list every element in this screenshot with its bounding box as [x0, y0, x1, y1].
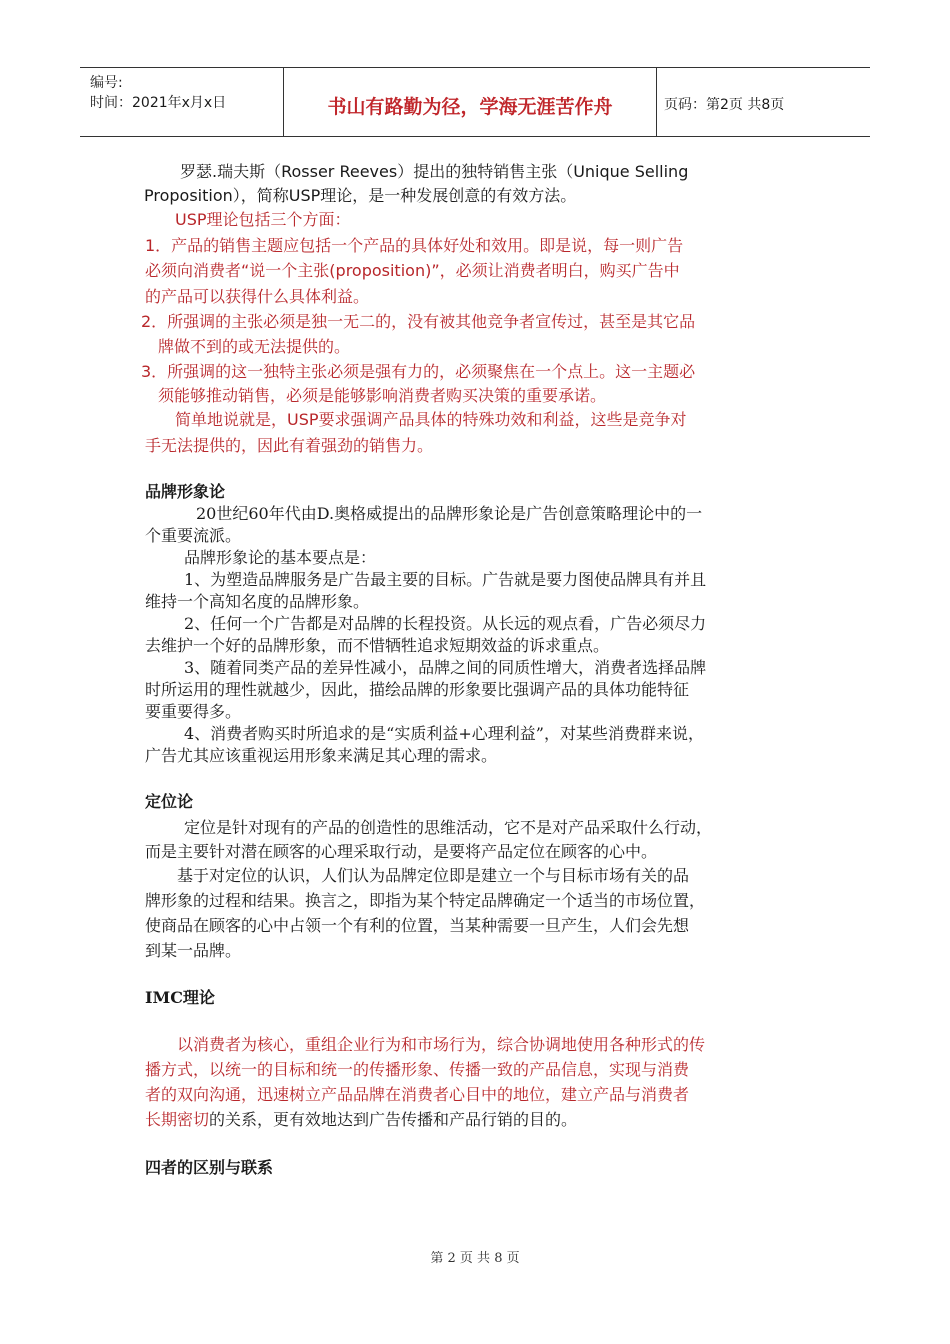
positioning-line-6: 到某一品牌。 [145, 941, 242, 960]
page-footer: 第 2 页 共 8 页 [430, 1251, 520, 1266]
imc-line-1: 以消费者为核心，重组企业行为和市场行为，综合协调地使用各种形式的传 [177, 1035, 706, 1054]
usp-point-3-line-2: 须能够推动销售，必须是能够影响消费者购买决策的重要承诺。 [158, 386, 607, 405]
positioning-heading: 定位论 [145, 792, 194, 811]
usp-point-2-line-2: 牌做不到的或无法提供的。 [158, 337, 351, 356]
page-header [80, 67, 870, 137]
positioning-line-1: 定位是针对现有的产品的创造性的思维活动，它不是对产品采取什么行动， [184, 818, 713, 837]
usp-line-2: Proposition），简称USP理论，是一种发展创意的有效方法。 [144, 186, 577, 205]
header-motto-cell [283, 68, 657, 136]
document-time-label: 时间：2021年x月x日 [90, 95, 227, 111]
positioning-line-3: 基于对定位的认识，人们认为品牌定位即是建立一个与目标市场有关的品 [177, 866, 690, 885]
brand-line-6: 2、任何一个广告都是对品牌的长程投资。从长远的观点看，广告必须尽力 [184, 614, 707, 633]
usp-point-1-line-3: 的产品可以获得什么具体利益。 [145, 287, 370, 306]
header-motto: 书山有路勤为径，学海无涯苦作舟 [327, 96, 613, 118]
brand-heading: 品牌形象论 [145, 482, 226, 501]
brand-line-5: 维持一个高知名度的品牌形象。 [145, 592, 370, 611]
imc-line-4 [145, 1109, 577, 1131]
imc-line-4-red-part: 长期密切 [145, 1110, 210, 1129]
brand-line-11: 4、消费者购买时所追求的是“实质利益+心理利益”，对某些消费群来说， [184, 724, 704, 743]
usp-point-2-line-1: 2．所强调的主张必须是独一无二的，没有被其他竞争者宣传过，甚至是其它品 [141, 312, 696, 331]
positioning-line-2: 而是主要针对潜在顾客的心理采取行动，是要将产品定位在顾客的心中。 [145, 842, 658, 861]
imc-line-3: 者的双向沟通，迅速树立产品品牌在消费者心目中的地位，建立产品与消费者 [145, 1085, 690, 1104]
header-page-info: 页码：第2页 共8页 [664, 97, 785, 113]
brand-line-1: 20世纪60年代由D.奥格威提出的品牌形象论是广告创意策略理论中的一 [196, 504, 703, 523]
compare-heading: 四者的区别与联系 [145, 1158, 274, 1177]
usp-point-1-line-2: 必须向消费者“说一个主张(proposition)”，必须让消费者明白，购买广告中 [145, 261, 680, 280]
imc-heading: IMC理论 [145, 988, 215, 1007]
brand-line-8: 3、随着同类产品的差异性减小，品牌之间的同质性增大，消费者选择品牌 [184, 658, 707, 677]
brand-line-12: 广告尤其应该重视运用形象来满足其心理的需求。 [145, 746, 498, 765]
brand-line-2: 个重要流派。 [145, 526, 242, 545]
usp-summary-line-1: 简单地说就是，USP要求强调产品具体的特殊功效和利益，这些是竞争对 [175, 410, 687, 429]
header-meta-cell [80, 68, 283, 136]
brand-line-9: 时所运用的理性就越少，因此，描绘品牌的形象要比强调产品的具体功能特征 [145, 680, 690, 699]
usp-line-1: 罗瑟.瑞夫斯（Rosser Reeves）提出的独特销售主张（Unique Selling [180, 162, 689, 181]
imc-line-2: 播方式，以统一的目标和统一的传播形象、传播一致的产品信息，实现与消费 [145, 1060, 690, 1079]
positioning-line-4: 牌形象的过程和结果。换言之，即指为某个特定品牌确定一个适当的市场位置， [145, 891, 706, 910]
header-page-cell [656, 68, 870, 136]
brand-line-7: 去维护一个好的品牌形象，而不惜牺牲追求短期效益的诉求重点。 [145, 636, 610, 655]
brand-line-3: 品牌形象论的基本要点是： [184, 548, 377, 567]
usp-point-3-line-1: 3．所强调的这一独特主张必须是强有力的，必须聚焦在一个点上。这一主题必 [141, 362, 696, 381]
brand-line-4: 1、为塑造品牌服务是广告最主要的目标。广告就是要力图使品牌具有并且 [184, 570, 707, 589]
usp-point-1-line-1: 1．产品的销售主题应包括一个产品的具体好处和效用。即是说，每一则广告 [145, 236, 684, 255]
usp-line-3: USP理论包括三个方面： [175, 210, 351, 229]
brand-line-10: 要重要得多。 [145, 702, 242, 721]
imc-line-4-black-part: 的关系，更有效地达到广告传播和产品行销的目的。 [209, 1110, 578, 1129]
positioning-line-5: 使商品在顾客的心中占领一个有利的位置，当某种需要一旦产生，人们会先想 [145, 916, 690, 935]
document-number-label: 编号: [90, 75, 123, 91]
usp-summary-line-2: 手无法提供的，因此有着强劲的销售力。 [145, 436, 434, 455]
